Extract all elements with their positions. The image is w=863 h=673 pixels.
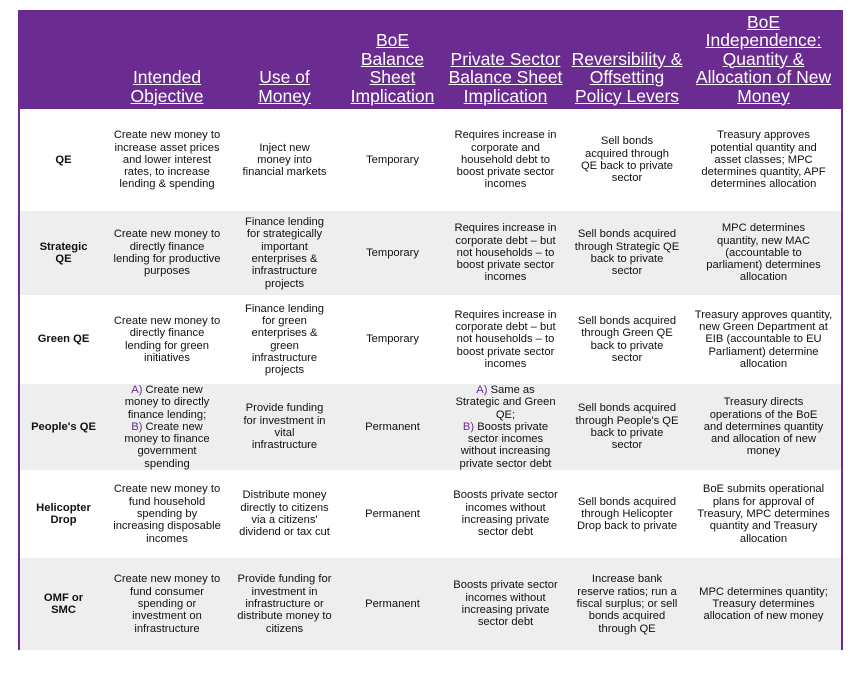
cell-reversibility: Sell bonds acquired through Green QE back to private sector	[577, 314, 677, 364]
private-b	[455, 421, 556, 470]
cell-boe: Permanent	[365, 420, 420, 433]
objective-a	[121, 384, 213, 421]
cell-objective: Create new money to fund household spending by increasing disposable incomes	[113, 483, 221, 545]
cell-independence: Treasury approves potential quantity and asset classes; MPC determines quantity, APF determines allocation	[701, 129, 826, 191]
cell-reversibility: Sell bonds acquired through Helicopter Drop back to private	[576, 495, 678, 533]
cell-independence: MPC determines quantity, new MAC (accountable to parliament) determines allocation	[706, 222, 821, 284]
header-reversibility[interactable]: Reversibility & Offsetting Policy Levers	[571, 48, 683, 106]
cell-boe: Permanent	[365, 597, 420, 610]
cell-objective: Create new money to fund consumer spending or investment on infrastructure	[113, 573, 221, 635]
table-row	[20, 109, 841, 211]
cell-independence: Treasury directs operations of the BoE and determines quantity and allocation of new money	[703, 396, 824, 458]
header-boe-independence[interactable]: BoE Independence: Quantity & Allocation of New Money	[695, 11, 832, 106]
cell-objective	[107, 384, 227, 470]
cell-use: Provide funding for investment in infrastructure or distribute money to citizens	[237, 573, 332, 635]
table-row	[20, 558, 841, 650]
cell-objective: Create new money to directly finance lending for green initiatives	[113, 314, 221, 364]
table-row	[20, 384, 841, 470]
table-row	[20, 470, 841, 558]
header-row	[20, 12, 841, 109]
cell-use: Distribute money directly to citizens via a citizens' dividend or tax cut	[239, 489, 330, 539]
cell-objective: Create new money to increase asset prices and lower interest rates, to increase lending & spending	[113, 129, 221, 191]
row-label: Green QE	[37, 333, 90, 346]
cell-use: Finance lending for green enterprises & green infrastructure projects	[245, 302, 324, 377]
header-private-sector-balance-sheet[interactable]: Private Sector Balance Sheet Implication	[448, 48, 563, 106]
cell-private	[443, 384, 568, 470]
header-intended-objective[interactable]: Intended Objective	[130, 67, 204, 106]
cell-use: Provide funding for investment in vital infrastructure	[243, 402, 326, 452]
row-label: Helicopter Drop	[36, 501, 91, 527]
cell-private: Requires increase in corporate debt – but not households – to boost private sector incomes	[454, 222, 557, 284]
private-a	[455, 384, 556, 421]
header-use-of-money[interactable]: Use of Money	[258, 67, 311, 106]
cell-reversibility: Sell bonds acquired through QE back to private sector	[580, 135, 674, 185]
cell-boe: Temporary	[366, 153, 419, 166]
cell-reversibility: Increase bank reserve ratios; run a fiscal surplus; or sell bonds acquired through QE	[576, 573, 678, 635]
row-label: QE	[55, 153, 72, 166]
row-label: OMF or SMC	[43, 591, 84, 617]
option-b-label: B)	[462, 420, 475, 433]
cell-boe: Temporary	[366, 333, 419, 346]
objective-b	[121, 421, 213, 470]
option-b-label: B)	[131, 420, 143, 433]
cell-private: Boosts private sector incomes without increasing private sector debt	[453, 579, 558, 629]
cell-use: Inject new money into financial markets	[242, 141, 327, 179]
cell-independence: MPC determines quantity; Treasury determines allocation of new money	[699, 585, 828, 623]
cell-independence: Treasury approves quantity, new Green Department at EIB (accountable to EU Parliament) determine allocation	[694, 308, 833, 370]
cell-boe: Temporary	[366, 246, 419, 259]
header-corner	[20, 12, 107, 109]
cell-use: Finance lending for strategically important enterprises & infrastructure projects	[245, 216, 324, 290]
policy-comparison-table	[20, 12, 841, 650]
row-label: People's QE	[31, 420, 96, 433]
private-a-text: Same as Strategic and Green QE;	[455, 384, 556, 421]
option-a-label: A)	[131, 384, 143, 396]
row-label: Strategic QE	[39, 240, 88, 265]
cell-reversibility: Sell bonds acquired through People's QE back to private sector	[575, 402, 679, 452]
table-row	[20, 211, 841, 295]
header-boe-balance-sheet[interactable]: BoE Balance Sheet Implication	[350, 30, 435, 106]
cell-private: Requires increase in corporate and household debt to boost private sector incomes	[454, 129, 557, 191]
cell-boe: Permanent	[365, 507, 420, 520]
objective-a-text: Create new money to directly finance lending;	[124, 384, 210, 421]
cell-objective: Create new money to directly finance lending for productive purposes	[113, 228, 221, 278]
cell-private: Boosts private sector incomes without increasing private sector debt	[453, 489, 558, 539]
cell-private: Requires increase in corporate debt – but not households – to boost private sector incomes	[454, 308, 557, 370]
cell-reversibility: Sell bonds acquired through Strategic QE back to private sector	[574, 228, 680, 278]
policy-comparison-table-frame	[18, 10, 843, 650]
table-row	[20, 295, 841, 384]
cell-independence: BoE submits operational plans for approval of Treasury, MPC determines quantity and Treasury allocation	[697, 483, 830, 545]
private-b-text: Boosts private sector incomes without increasing private sector debt	[459, 420, 552, 470]
objective-b-text: Create new money to finance government spending	[124, 420, 210, 470]
option-a-label: A)	[476, 384, 488, 396]
